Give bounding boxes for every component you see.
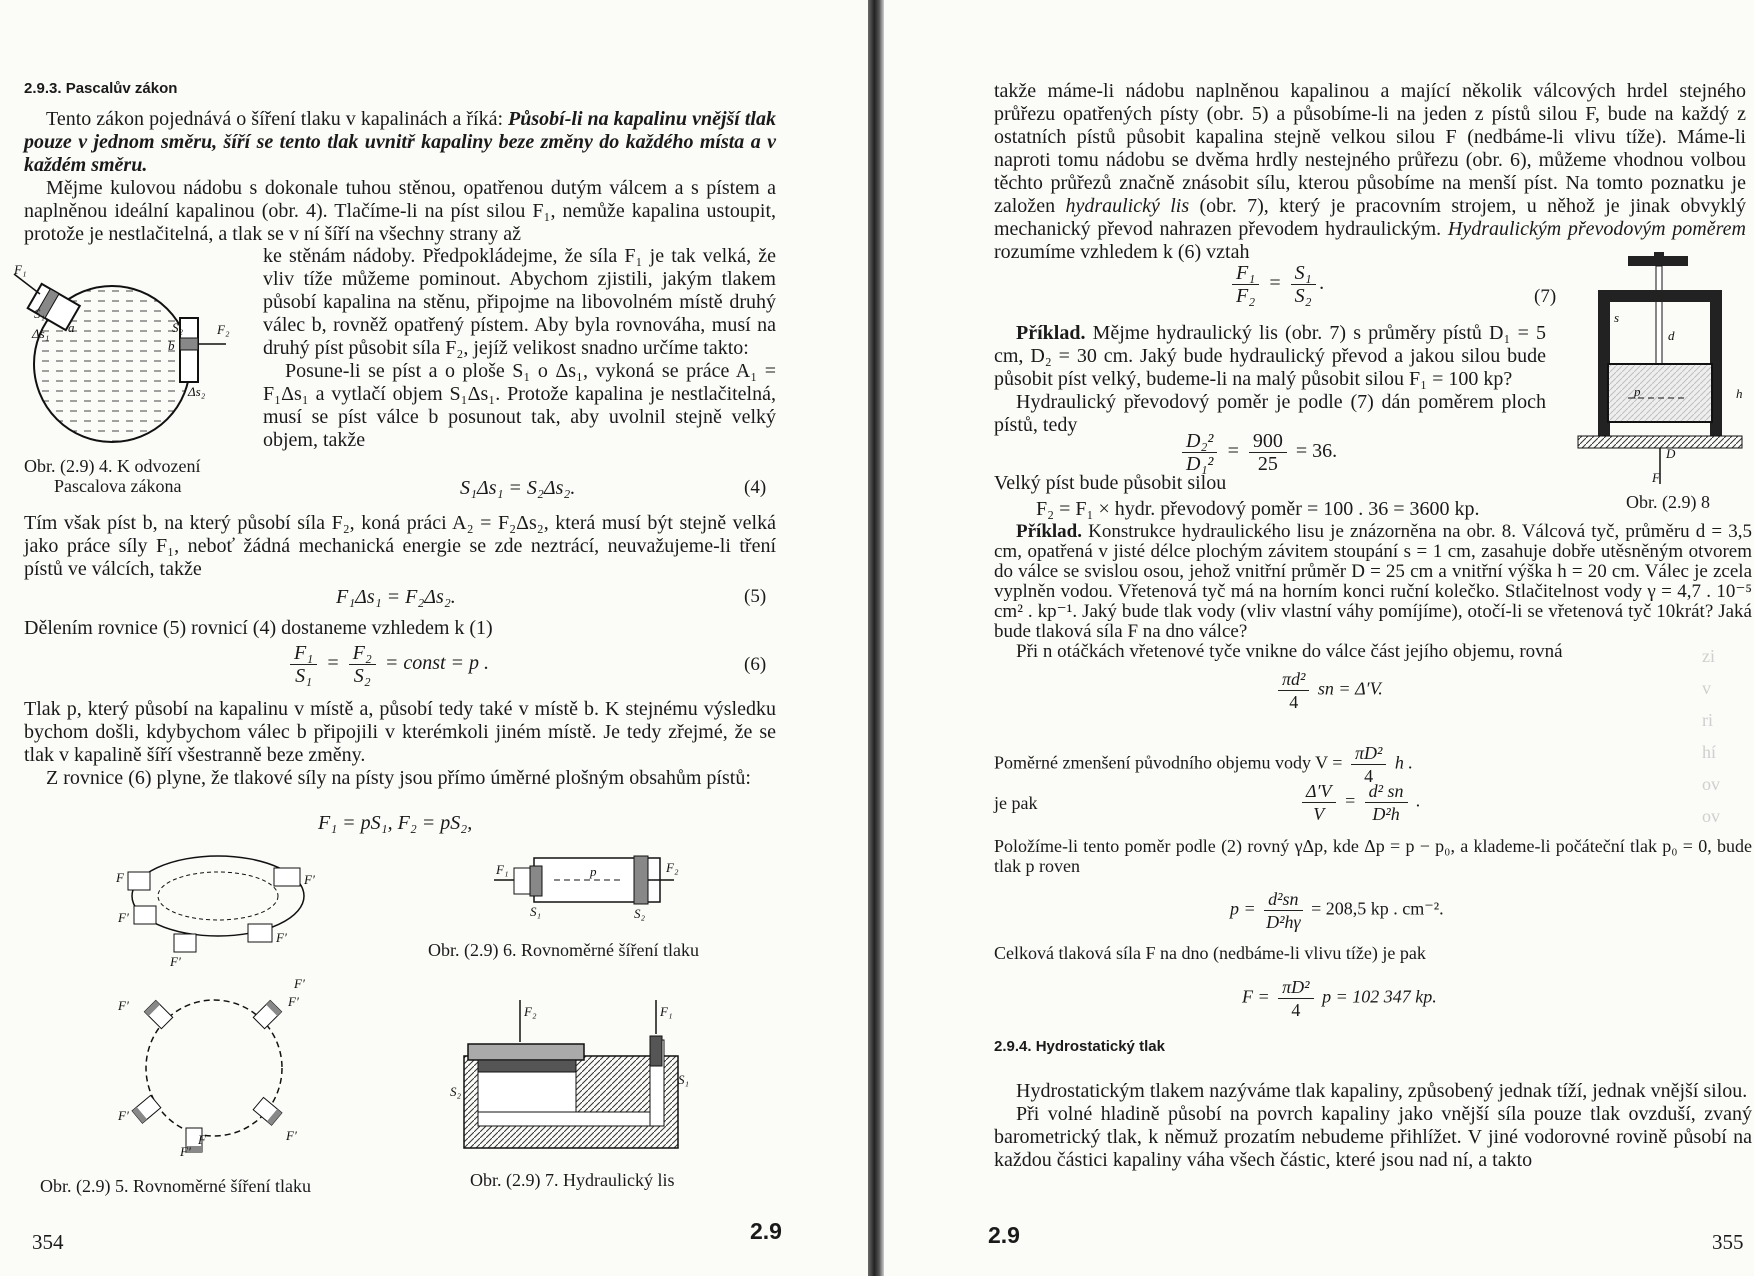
equation-7-number: (7) <box>1534 286 1557 307</box>
example-1-ratio-text: Hydraulický převodový poměr je podle (7) dán poměrem ploch pístů, tedy <box>994 391 1546 436</box>
caption-figure-5: Obr. (2.9) 5. Rovnoměrné šíření tlaku <box>40 1176 311 1196</box>
equation-tail: h . <box>1394 752 1413 773</box>
svg-text:F₁: F₁ <box>660 1004 673 1019</box>
svg-text:S₂: S₂ <box>172 320 184 335</box>
fraction-denominator: 4 <box>1364 766 1374 786</box>
svg-text:s: s <box>1614 310 1620 325</box>
svg-text:S₁: S₁ <box>34 306 46 321</box>
equation-6-number: (6) <box>744 654 767 675</box>
example-2 <box>994 522 1752 662</box>
equation-result: = 36. <box>1295 440 1338 463</box>
fraction-numerator: πD² <box>1351 742 1386 765</box>
right-page <box>884 0 1754 1276</box>
fraction-denominator: D₁² <box>1186 453 1214 475</box>
fraction-pi-d2 <box>1278 668 1309 713</box>
svg-text:F′: F′ <box>288 994 299 1009</box>
svg-text:F′: F′ <box>118 910 129 925</box>
example-label: Příklad. <box>1016 322 1086 344</box>
svg-text:F′: F′ <box>118 998 129 1013</box>
chapter-number-right: 2.9 <box>988 1222 1020 1248</box>
caption-figure-4-line-1: Obr. (2.9) 4. K odvození <box>24 456 201 476</box>
chapter-number-left: 2.9 <box>750 1218 782 1244</box>
paragraph-5: Tím však píst b, na který působí síla F₂, koná práci A₂ = F₂Δs₂, která musí být stejně velká jako práce síly F₁, neboť žádná mechanická energie se zde neztrácí, neuvažujeme-li tření pístů ve válcích, takže <box>24 512 776 580</box>
svg-text:F′: F′ <box>276 930 287 945</box>
relative-reduction-text: Poměrné zmenšení původního objemu vody V = <box>994 752 1343 773</box>
svg-text:F′: F′ <box>294 976 305 991</box>
svg-text:Δs₂: Δs₂ <box>188 384 206 399</box>
svg-text:S₂: S₂ <box>634 906 646 921</box>
fraction-d2-d1 <box>1182 430 1217 475</box>
fraction-pi-D2-4 <box>1278 976 1313 1021</box>
example-2-volume-text: Při n otáčkách vřetenové tyče vnikne do válce část jejího objemu, rovná <box>1016 641 1563 662</box>
paragraph-2: Mějme kulovou nádobu s dokonale tuhou stěnou, opatřenou dutým válcem a s pístem a naplněnou ideální kapalinou (obr. 4). Tlačíme-li na píst silou F₁, nemůže kapalina ustoupit, protože je nestlačitelná, a tlak se v ní šíří na všechny strany až <box>24 177 776 245</box>
svg-text:p: p <box>590 864 597 879</box>
fraction-numerator: F₁ <box>1232 262 1259 285</box>
svg-text:F₁: F₁ <box>14 262 27 277</box>
fraction-denominator: 4 <box>1291 1000 1301 1020</box>
svg-text:F′: F′ <box>180 1144 191 1159</box>
fraction-s1-s2 <box>1291 262 1316 307</box>
intro-text: Tento zákon pojednává o šíření tlaku v kapalinách a říká: <box>46 108 509 130</box>
fraction-numerator: d² sn <box>1365 780 1408 803</box>
paragraph-8: Z rovnice (6) plyne, že tlakové síly na písty jsou přímo úměrné plošným obsahům pístů: <box>46 767 751 789</box>
fraction-denominator: 4 <box>1289 692 1299 712</box>
svg-text:F′: F′ <box>286 1128 297 1143</box>
example-1 <box>994 322 1546 437</box>
fraction-numerator: πd² <box>1278 668 1309 691</box>
fraction-numerator: F₁ <box>290 642 317 665</box>
fraction-denominator: S₁ <box>295 665 313 687</box>
label-je-pak: je pak <box>994 793 1038 813</box>
paragraph-right-1-cont: (obr. 7), který je pracovním strojem, u něhož je jinak obvyklý mechanický převod nahrazen převodem hydraulickým. <box>994 195 1746 240</box>
equation-4-number: (4) <box>744 477 767 498</box>
hydrostatic-paragraph-2: Při volné hladině působí na povrch kapaliny jako vnější síla pouze tlak ovzduší, zvaný barometrický tlak, k němuž prozatím nebudeme přihlížet. V jiné vodorovné rovině působí na každou částici kapaliny váha všech částic, které jsou nad ní, a takto <box>994 1103 1752 1171</box>
svg-text:p: p <box>1634 384 1641 399</box>
term-hydraulic-press: hydraulický lis <box>1065 195 1190 217</box>
fraction-d2sn-D2h <box>1365 780 1408 825</box>
caption-figure-7: Obr. (2.9) 7. Hydraulický lis <box>470 1170 675 1190</box>
term-transmission-ratio: Hydraulickým převodovým poměrem <box>1447 218 1746 240</box>
equation-total-force: F = $\frac{\text{πD²}}{4}$ p = 102 347 kp. <box>1242 977 1437 1020</box>
figure-4-sphere <box>12 262 244 456</box>
section-title: 2.9.3. Pascalův zákon <box>24 80 178 97</box>
caption-figure-4 <box>24 456 200 496</box>
svg-text:F₂: F₂ <box>524 1004 537 1019</box>
fraction-numerator: d²sn <box>1264 888 1302 911</box>
fraction-numerator: πD² <box>1278 976 1313 999</box>
fraction-numerator: 900 <box>1249 430 1287 453</box>
fraction-denominator: D²hγ <box>1266 912 1301 932</box>
left-page <box>0 0 868 1276</box>
paragraph-7 <box>24 698 776 790</box>
equation-diameter-ratio: $\frac{\text{D₂²}}{\text{D₁²}}$ = $\frac{900}{25}$ = 36. <box>1178 430 1337 475</box>
fraction-f1-f2 <box>1232 262 1259 307</box>
paragraph-right-1-end: rozumíme vzhledem k (6) vztah <box>994 241 1250 263</box>
hydrostatic-paragraphs <box>994 1080 1752 1172</box>
caption-figure-8: Obr. (2.9) 8 <box>1626 492 1710 512</box>
equation-6: $\frac{\text{F₁}}{\text{S₁}}$ = $\frac{\text{F₂}}{\text{S₂}}$ = const = p . <box>286 642 489 687</box>
fraction-denominator: 25 <box>1257 453 1278 475</box>
fraction-numerator: F₂ <box>349 642 376 665</box>
caption-figure-4-line-2: Pascalova zákona <box>54 476 182 496</box>
svg-text:S₁: S₁ <box>530 904 542 919</box>
paragraph-7-text: Tlak p, který působí na kapalinu v místě a, působí tedy také v místě b. K stejnému výsledku bychom došli, kdybychom válec b připojili v kterémkoli jiném místě. Je tedy zřejmé, že se tlak v kapalině šíří všestranně beze změny. <box>24 698 776 766</box>
equation-5-number: (5) <box>744 586 767 607</box>
equation-pressure: p = $\frac{\text{d²sn}}{\text{D²hγ}}$ = 208,5 kp . cm⁻². <box>1230 889 1444 932</box>
figure-8-press-construction <box>1568 252 1752 488</box>
fraction-denominator: V <box>1313 804 1325 824</box>
svg-text:F′: F′ <box>304 872 315 887</box>
paragraph-pressure: Položíme-li tento poměr podle (2) rovný γΔp, kde Δp = p − p₀, a klademe-li počáteční tlak p₀ = 0, bude tlak p roven <box>994 836 1752 876</box>
svg-text:F₂: F₂ <box>217 322 230 337</box>
paragraph-6: Dělením rovnice (5) rovnicí (4) dostaneme vzhledem k (1) <box>24 617 493 639</box>
intro-paragraph <box>24 108 776 246</box>
svg-text:h: h <box>1736 386 1743 401</box>
fraction-denominator: S₂ <box>1294 285 1312 307</box>
example-label: Příklad. <box>1016 521 1082 542</box>
fraction-d2sn-D2hgamma <box>1264 888 1302 933</box>
svg-text:a: a <box>68 320 75 335</box>
svg-text:F₂: F₂ <box>666 860 679 875</box>
fraction-f1-s1 <box>290 642 317 687</box>
page-number-right: 355 <box>1712 1230 1744 1254</box>
fraction-numerator: Δ′V <box>1302 780 1336 803</box>
equation-5: F₁Δs₁ = F₂Δs₂. <box>336 586 456 608</box>
example-1-text: Mějme hydraulický lis (obr. 7) s průměry pístů D₁ = 5 cm, D₂ = 30 cm. Jaký bude hydraulický převod a jakou silou bude působit píst velký, budeme-li na malý působit silou F₁ = 100 kp? <box>994 322 1546 390</box>
figure-5-circle-pistons <box>118 976 308 1159</box>
fraction-numerator: D₂² <box>1182 430 1217 453</box>
fraction-numerator: S₁ <box>1291 262 1316 285</box>
fraction-f2-s2 <box>349 642 376 687</box>
caption-figure-6: Obr. (2.9) 6. Rovnoměrné šíření tlaku <box>428 940 699 960</box>
fraction-denominator: S₂ <box>353 665 371 687</box>
svg-text:Δs₁: Δs₁ <box>32 326 50 341</box>
paragraph-3 <box>263 245 776 452</box>
book-gutter <box>868 0 884 1276</box>
example-1-result: F₂ = F₁ × hydr. převodový poměr = 100 . 36 = 3600 kp. <box>1036 498 1480 520</box>
fraction-denominator: D²h <box>1372 804 1400 824</box>
fraction-denominator: F₂ <box>1236 285 1256 307</box>
bleed-through-text: zi v ri hí ov ov <box>1702 646 1720 826</box>
figure-5-vessel-perspective <box>108 838 318 970</box>
paragraph-3-text: ke stěnám nádoby. Předpokládejme, že síla F₁ je tak velká, že vliv tíže můžeme pominout. Abychom zjistili, jakým tlakem působí kapalina na stěnu, připojme na libovolném místě druhý válec b, rovněž opatřený pístem. Aby byla rovnováha, musí na druhý píst působit síla F₂, jejíž velikost snadno určíme takto: <box>263 245 776 359</box>
section-title-2: 2.9.4. Hydrostatický tlak <box>994 1038 1165 1055</box>
equation-volume <box>1274 668 1383 713</box>
svg-text:F₁: F₁ <box>496 862 509 877</box>
svg-text:F: F <box>1652 470 1660 485</box>
equation-6-tail: = const = p . <box>384 652 490 675</box>
svg-text:F′: F′ <box>170 954 181 969</box>
figure-7-hydraulic-press <box>450 1000 720 1158</box>
paragraph-right-1 <box>994 80 1746 264</box>
equation-ratio: $\frac{\Delta'V}{V}$ = $\frac{\text{d² sn}}{\text{D²h}}$ . <box>1298 780 1421 825</box>
example-2-text: Konstrukce hydraulického lisu je znázorněna na obr. 8. Válcová tyč, průměru d = 3,5 cm, opatřená v jisté délce plochým závitem stoupání s = 1 cm, zasahuje dobře utěsněným otvorem do válce se svislou osou, jehož vnitřní průměr D = 25 cm a vnitřní výška h = 20 cm. Válec je zcela vyplněn vodou. Vřetenová tyč má na horním konci ruční kolečko. Stlačitelnost vody γ = 4,7 . 10⁻⁵ cm² . kp⁻¹. Jaký bude tlak vody (vliv vlastní váhy pomíjíme), otočí-li se vřetenová tyč 10krát? Jaká bude tlaková síla F na dno válce? <box>994 521 1752 642</box>
paragraph-4: Posune-li se píst a o ploše S₁ o Δs₁, vykoná se práce A₁ = F₁Δs₁ a vytlačí objem S₁Δs₁. Protože kapalina je nestlačitelná, musí se píst válce b posunout tak, aby uvolnil stejně velký objem, takže <box>263 360 776 451</box>
example-1-force: Velký píst bude působit silou <box>994 472 1227 494</box>
svg-text:D: D <box>1666 446 1676 461</box>
svg-text:S₂: S₂ <box>450 1084 462 1099</box>
equation-7: $\frac{\text{F₁}}{\text{F₂}}$ = $\frac{\text{S₁}}{\text{S₂}}$ . <box>1228 262 1325 307</box>
fraction-dV-V <box>1302 780 1336 825</box>
equation-volume-tail: sn = Δ′V. <box>1317 678 1383 699</box>
equation-4: S₁Δs₁ = S₂Δs₂. <box>460 477 576 499</box>
svg-text:S₁: S₁ <box>678 1072 690 1087</box>
fraction-900-25 <box>1249 430 1287 475</box>
svg-text:F: F <box>116 870 124 885</box>
svg-text:d: d <box>1668 328 1675 343</box>
svg-text:F′: F′ <box>118 1108 129 1123</box>
svg-text:b: b <box>168 338 175 353</box>
figure-6-cylinders <box>494 842 694 922</box>
law-statement: Působí-li na kapalinu vnější tlak pouze v jednom směru, šíří se tento tlak uvnitř kapaliny beze změny do každého místa a v každém směru. <box>24 108 776 176</box>
equation-pressure-result: = 208,5 kp . cm⁻². <box>1311 898 1444 919</box>
paragraph-total-force: Celková tlaková síla F na dno (nedbáme-li vlivu tíže) je pak <box>994 943 1426 963</box>
svg-text:F: F <box>198 1132 206 1147</box>
paragraph-right-1-text: takže máme-li nádobu naplněnou kapalinou a mající několik válcových hrdel stejného průřezu opatřených písty (obr. 5) a působíme-li na jeden z pístů silou F, bude na každý z ostatních pístů působit kapalina stejně velkou silou F (nedbáme-li vlivu tíže). Máme-li naproti tomu nádobu se dvěma hrdly nestejného průřezu (obr. 6), můžeme vhodnou volbou těchto průřezů značně znásobit sílu, kterou působíme na menší píst. Na tomto poznatku je založen <box>994 80 1746 217</box>
page-number-left: 354 <box>32 1230 64 1254</box>
equation-forces: F₁ = pS₁, F₂ = pS₂, <box>318 812 473 834</box>
equation-total-force-result: p = 102 347 kp. <box>1322 986 1437 1007</box>
hydrostatic-paragraph-1: Hydrostatickým tlakem nazýváme tlak kapaliny, způsobený jednak tíží, jednak vnější silou. <box>1016 1080 1748 1102</box>
